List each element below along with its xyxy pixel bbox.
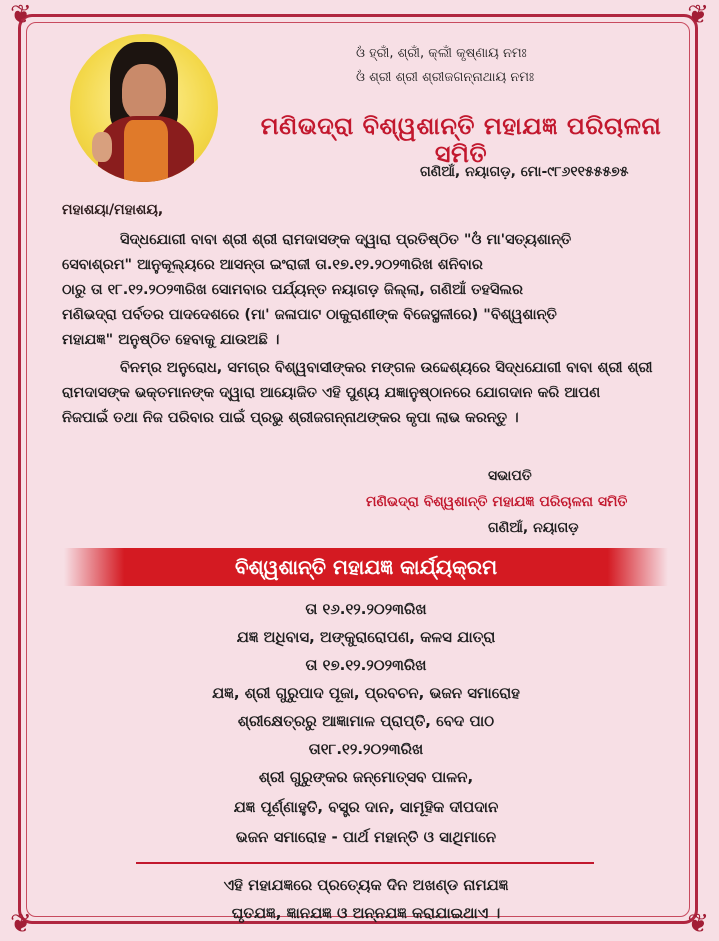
program-line: ଯଜ୍ଞ, ଶ୍ରୀ ଗୁରୁପାଦ ପୂଜା, ପ୍ରବଚନ, ଭଜନ ସମାରୋହ (212, 684, 520, 702)
corner-ornament-icon: ❦ (10, 0, 32, 30)
footer-line: ଘୃତଯଜ୍ଞ, ଜ୍ଞାନଯଜ୍ଞ ଓ ଅନ୍ନଯଜ୍ଞ କରାଯାଇଥାଏ । (231, 904, 501, 922)
program-line: ଶ୍ରୀକ୍ଷେତ୍ରରୁ ଆଜ୍ଞାମାଳ ପ୍ରାପ୍ତି, ବେଦ ପାଠ (237, 712, 495, 730)
paragraph-line: ମହାଯଜ୍ଞ" ଅନୁଷ୍ଠିତ ହେବାକୁ ଯାଉଅଛି । (62, 332, 280, 348)
signature-place: ଗଣିଆଁ, ନୟାଗଡ଼ (488, 520, 579, 536)
signature-organization: ମଣିଭଦ୍ରା ବିଶ୍ୱଶାନ୍ତି ମହାଯଜ୍ଞ ପରିଚାଳନା ସମିତି (366, 494, 628, 510)
salutation: ମହାଶୟା/ମହାଶୟ, (62, 202, 164, 218)
signature-role: ସଭାପତି (488, 468, 532, 484)
program-line: ଯଜ୍ଞ ପୂର୍ଣ୍ଣାହୁତି, ବସ୍ତ୍ର ଦାନ, ସାମୂହିକ ଦୀପଦାନ (233, 798, 499, 816)
paragraph-line: ସିଦ୍ଧଯୋଗୀ ବାବା ଶ୍ରୀ ଶ୍ରୀ ରାମଦାସଙ୍କ ଦ୍ୱାରା ପ୍ରତିଷ୍ଠିତ "ଓଁ ମା'ସତ୍ୟଶାନ୍ତି (120, 232, 572, 248)
section-divider (136, 862, 594, 864)
mantra-line: ଓଁ ହ୍ରୀଁ, ଶ୍ରୀଁ, କ୍ଲୀଁ କୃଷ୍ଣାୟ ନମଃ (356, 46, 527, 61)
corner-ornament-icon: ❦ (687, 0, 709, 30)
program-line: ଯଜ୍ଞ ଅଧିବାସ, ଅଙ୍କୁରାରୋପଣ, କଳସ ଯାତ୍ରା (236, 628, 496, 646)
paragraph-line: ମଣିଭଦ୍ରା ପର୍ବତର ପାଦଦେଶରେ (ମା' ଜଳାପାଟ ଠାକୁରାଣୀଙ୍କ ବିଜେସ୍ଥଳୀରେ) "ବିଶ୍ୱଶାନ୍ତି (62, 307, 557, 323)
mantra-line: ଓଁ ଶ୍ରୀ ଶ୍ରୀ ଶ୍ରୀଜଗନ୍ନାଥାୟ ନମଃ (356, 70, 535, 85)
organization-address: ଗଣିଆଁ, ନୟାଗଡ଼, ମୋ-୯୮୬୧୧୫୫୫୭୫ (420, 164, 629, 180)
paragraph-line: ସେବାଶ୍ରମ" ଆନୁକୂଲ୍ୟରେ ଆସନ୍ତା ଇଂରାଜୀ ତା.୧୭.୧୨.୨୦୨୩ରିଖ ଶନିବାର (62, 257, 483, 273)
footer-line: ଏହି ମହାଯଜ୍ଞରେ ପ୍ରତ୍ୟେକ ଦିନ ଅଖଣ୍ଡ ନାମଯଜ୍ଞ (223, 876, 509, 894)
program-line: ଶ୍ରୀ ଗୁରୁଙ୍କର ଜନ୍ମୋତ୍ସବ ପାଳନ, (258, 768, 474, 786)
program-line: ଭଜନ ସମାରୋହ - ପାର୍ଥ ମହାନ୍ତି ଓ ସାଥିମାନେ (235, 828, 497, 846)
program-banner: ବିଶ୍ୱଶାନ୍ତି ମହାଯଜ୍ଞ କାର୍ଯ୍ୟକ୍ରମ (64, 548, 668, 586)
guru-portrait (70, 34, 218, 182)
program-line: ତା ୧୬.୧୨.୨୦୨୩ରିଖ (305, 600, 427, 618)
organization-title: ମଣିଭଦ୍ରା ବିଶ୍ୱଶାନ୍ତି ମହାଯଜ୍ଞ ପରିଚାଳନା ସମିତି (260, 112, 662, 168)
invitation-paragraph-1 (62, 228, 662, 353)
program-line: ତା ୧୭.୧୨.୨୦୨୩ରିଖ (305, 656, 427, 674)
invitation-paragraph-2 (62, 356, 662, 431)
corner-ornament-icon: ❦ (10, 909, 32, 939)
paragraph-line: ଠାରୁ ତା ୧୮.୧୨.୨୦୨୩ରିଖ ସୋମବାର ପର୍ଯ୍ୟନ୍ତ ନୟାଗଡ଼ ଜିଲ୍ଲା, ଗଣିଆଁ ତହସିଲର (62, 282, 524, 298)
paragraph-line: ନିଜପାଇଁ ତଥା ନିଜ ପରିବାର ପାଇଁ ପ୍ରଭୁ ଶ୍ରୀଜଗନ୍ନାଥଙ୍କର କୃପା ଲାଭ କରନ୍ତୁ । (62, 410, 519, 426)
corner-ornament-icon: ❦ (687, 909, 709, 939)
paragraph-line: ରାମଦାସଙ୍କ ଭକ୍ତମାନଙ୍କ ଦ୍ୱାରା ଆୟୋଜିତ ଏହି ପୁଣ୍ୟ ଯଜ୍ଞାନୁଷ୍ଠାନରେ ଯୋଗଦାନ କରି ଆପଣ (62, 385, 601, 401)
paragraph-line: ବିନମ୍ର ଅନୁରୋଧ, ସମଗ୍ର ବିଶ୍ୱବାସୀଙ୍କର ମଙ୍ଗଳ ଉଦ୍ଦେଶ୍ୟରେ ସିଦ୍ଧଯୋଗୀ ବାବା ଶ୍ରୀ ଶ୍ରୀ (120, 360, 653, 376)
program-line: ତା୧୮.୧୨.୨୦୨୩ରିଖ (308, 740, 424, 758)
